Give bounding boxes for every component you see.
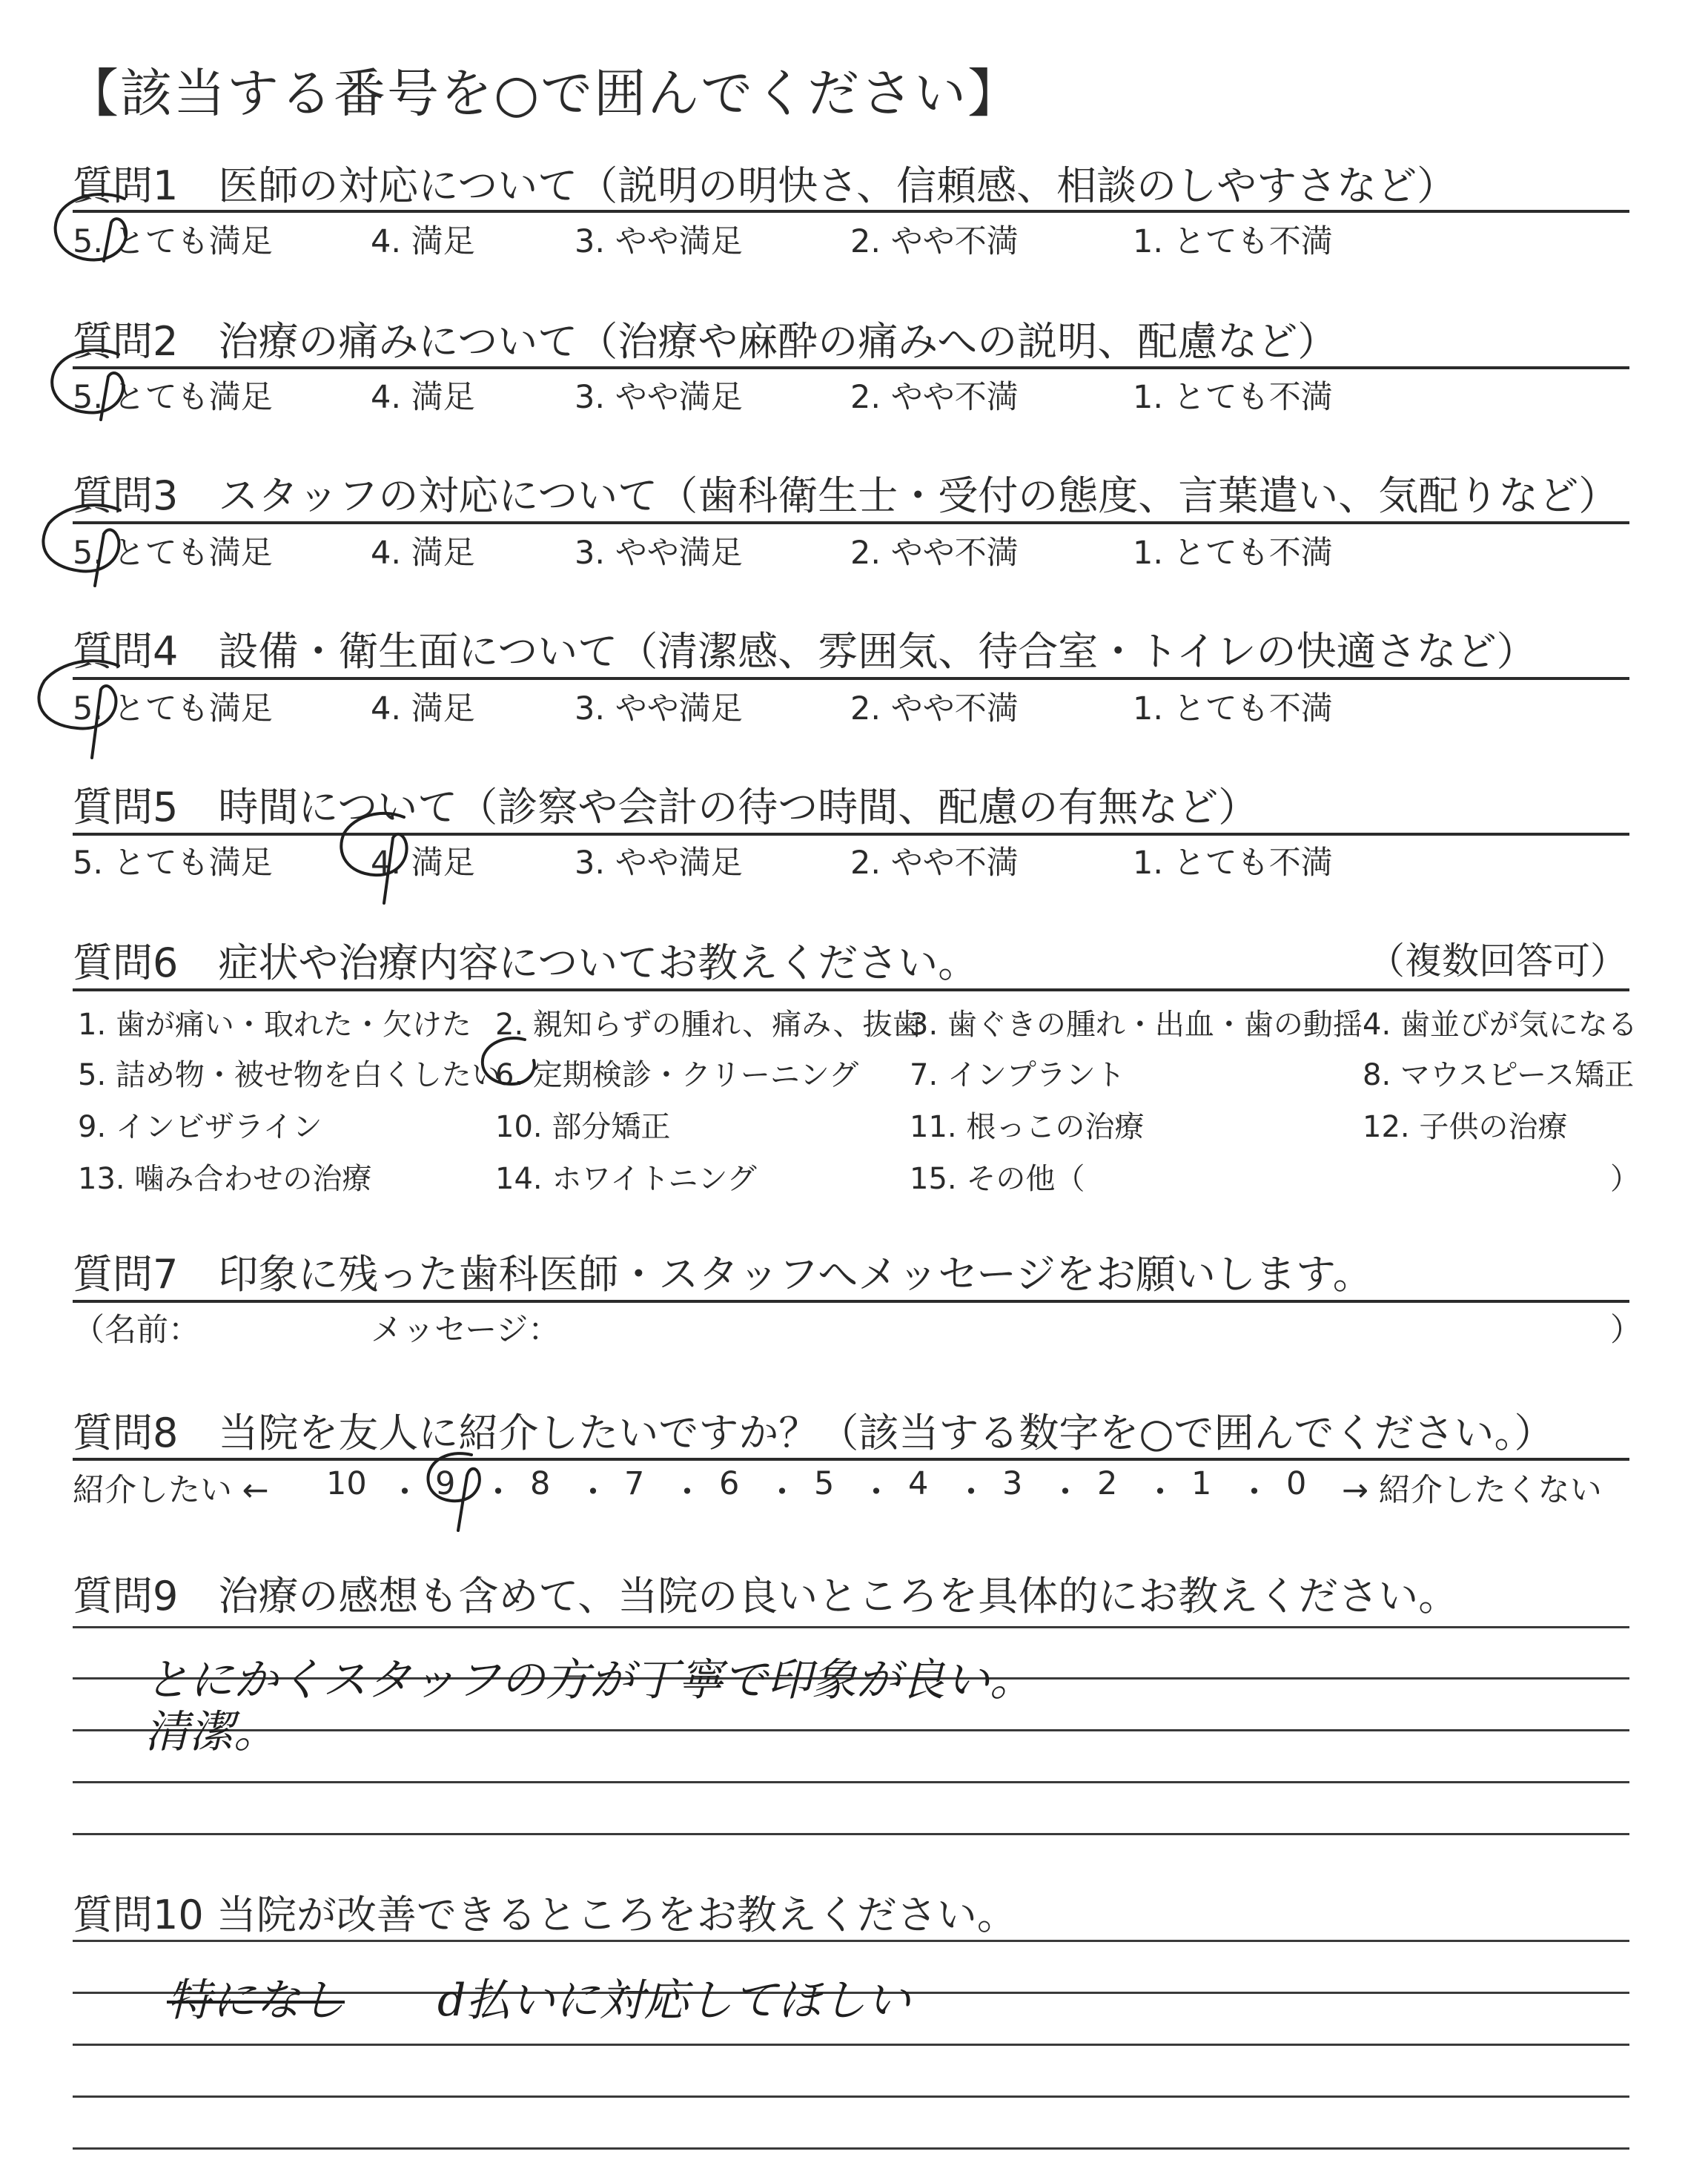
q8-dot: ・ (577, 1473, 609, 1511)
q6-option-10[interactable]: 10. 部分矯正 (495, 1110, 671, 1144)
q2-option-5[interactable]: 5. とても満足 (73, 379, 273, 416)
q3-option-2[interactable]: 2. やや不満 (850, 535, 1019, 572)
question-7-rule (73, 1300, 1629, 1303)
q6-option-5[interactable]: 5. 詰め物・被せ物を白くしたい (78, 1058, 501, 1092)
q3-option-5[interactable]: 5. とても満足 (73, 535, 273, 572)
q8-dot: ・ (388, 1473, 421, 1511)
q2-option-4[interactable]: 4. 満足 (371, 379, 475, 416)
q9-answer-line (73, 1626, 1629, 1628)
q8-right-label: → 紹介したくない (1342, 1472, 1602, 1509)
question-3-title: 質問3 スタッフの対応について（歯科衛生士・受付の態度、言葉遣い、気配りなど） (73, 472, 1619, 519)
q6-other-close-paren: ） (1610, 1162, 1640, 1196)
q6-option-3[interactable]: 3. 歯ぐきの腫れ・出血・歯の動揺 (910, 1008, 1363, 1042)
q1-option-5[interactable]: 5. とても満足 (73, 223, 273, 260)
q1-option-4[interactable]: 4. 満足 (371, 223, 475, 260)
q8-score-1[interactable]: 1 (1191, 1465, 1212, 1502)
question-4-title: 質問4 設備・衛生面について（清潔感、雰囲気、待合室・トイレの快適さなど） (73, 628, 1537, 675)
q6-option-13[interactable]: 13. 噛み合わせの治療 (78, 1162, 372, 1196)
question-6-title: 質問6 症状や治療内容についてお教えください。 (73, 939, 979, 986)
q7-close-paren: ） (1610, 1312, 1642, 1349)
question-2-rule (73, 366, 1629, 369)
q5-option-4[interactable]: 4. 満足 (371, 845, 475, 882)
form-header: 【該当する番号を○で囲んでください】 (67, 63, 1022, 124)
q8-score-10[interactable]: 10 (326, 1465, 367, 1502)
q9-answer-line (73, 1833, 1629, 1835)
q10-handwritten-answer: d払いに対応してほしい (437, 1975, 911, 2027)
q10-answer-line (73, 1940, 1629, 1942)
q7-name-label: （名前： (73, 1312, 200, 1349)
question-5-rule (73, 833, 1629, 836)
q6-option-7[interactable]: 7. インプラント (910, 1058, 1125, 1092)
q10-answer-line (73, 2095, 1629, 2098)
question-1-title: 質問1 医師の対応について（説明の明快さ、信頼感、相談のしやすさなど） (73, 162, 1457, 209)
q6-option-4[interactable]: 4. 歯並びが気になる (1363, 1008, 1638, 1042)
q6-option-6[interactable]: 6. 定期検診・クリーニング (495, 1058, 859, 1092)
q6-option-14[interactable]: 14. ホワイトニング (495, 1162, 757, 1196)
q4-option-1[interactable]: 1. とても不満 (1133, 690, 1333, 727)
question-6-rule (73, 988, 1629, 991)
q4-option-5[interactable]: 5. とても満足 (73, 690, 273, 727)
q5-option-5[interactable]: 5. とても満足 (73, 845, 273, 882)
q5-option-3[interactable]: 3. やや満足 (575, 845, 743, 882)
question-5-title: 質問5 時間について（診察や会計の待つ時間、配慮の有無など） (73, 784, 1259, 830)
q8-dot: ・ (860, 1473, 893, 1511)
q3-option-4[interactable]: 4. 満足 (371, 535, 475, 572)
q5-option-2[interactable]: 2. やや不満 (850, 845, 1019, 882)
q1-option-2[interactable]: 2. やや不満 (850, 223, 1019, 260)
q8-dot: ・ (955, 1473, 987, 1511)
q8-score-2[interactable]: 2 (1097, 1465, 1118, 1502)
question-4-rule (73, 677, 1629, 680)
q8-left-label: 紹介したい ← (73, 1472, 269, 1509)
q8-dot: ・ (1144, 1473, 1176, 1511)
q6-option-12[interactable]: 12. 子供の治療 (1363, 1110, 1568, 1144)
q5-option-1[interactable]: 1. とても不満 (1133, 845, 1333, 882)
q8-dot: ・ (482, 1473, 514, 1511)
q6-option-11[interactable]: 11. 根っこの治療 (910, 1110, 1145, 1144)
question-3-rule (73, 521, 1629, 524)
question-1-rule (73, 210, 1629, 213)
q6-option-15[interactable]: 15. その他（ (910, 1162, 1085, 1196)
q3-option-3[interactable]: 3. やや満足 (575, 535, 743, 572)
question-2-title: 質問2 治療の痛みについて（治療や麻酔の痛みへの説明、配慮など） (73, 318, 1338, 365)
q8-score-6[interactable]: 6 (719, 1465, 740, 1502)
q8-score-9[interactable]: 9 (435, 1465, 456, 1502)
q2-option-1[interactable]: 1. とても不満 (1133, 379, 1333, 416)
q4-option-3[interactable]: 3. やや満足 (575, 690, 743, 727)
q9-handwritten-answer-line-2: 清潔。 (145, 1706, 278, 1758)
q6-option-2[interactable]: 2. 親知らずの腫れ、痛み、抜歯 (495, 1008, 922, 1042)
q8-dot: ・ (671, 1473, 704, 1511)
q10-answer-line (73, 2147, 1629, 2150)
q6-option-9[interactable]: 9. インビザライン (78, 1110, 322, 1144)
q8-dot: ・ (1238, 1473, 1271, 1511)
q10-answer-line (73, 2044, 1629, 2046)
q6-option-8[interactable]: 8. マウスピース矯正 (1363, 1058, 1635, 1092)
q8-score-8[interactable]: 8 (530, 1465, 551, 1502)
q4-option-4[interactable]: 4. 満足 (371, 690, 475, 727)
q2-option-3[interactable]: 3. やや満足 (575, 379, 743, 416)
q6-option-1[interactable]: 1. 歯が痛い・取れた・欠けた (78, 1008, 471, 1042)
q1-option-3[interactable]: 3. やや満足 (575, 223, 743, 260)
q9-answer-line (73, 1729, 1629, 1731)
question-10-title: 質問10 当院が改善できるところをお教えください。 (73, 1892, 1017, 1938)
q2-option-2[interactable]: 2. やや不満 (850, 379, 1019, 416)
q8-score-5[interactable]: 5 (814, 1465, 835, 1502)
q9-handwritten-answer-line-1: とにかくスタッフの方が丁寧で印象が良い。 (145, 1654, 1034, 1706)
q4-option-2[interactable]: 2. やや不満 (850, 690, 1019, 727)
question-9-title: 質問9 治療の感想も含めて、当院の良いところを具体的にお教えください。 (73, 1573, 1459, 1619)
q8-score-7[interactable]: 7 (624, 1465, 645, 1502)
q8-score-0[interactable]: 0 (1286, 1465, 1307, 1502)
question-8-rule (73, 1458, 1629, 1461)
q9-answer-line (73, 1781, 1629, 1783)
q7-message-label: メッセージ： (371, 1312, 560, 1349)
question-6-note: （複数回答可） (1368, 939, 1627, 982)
question-7-title: 質問7 印象に残った歯科医師・スタッフへメッセージをお願いします。 (73, 1251, 1373, 1298)
q8-score-3[interactable]: 3 (1002, 1465, 1023, 1502)
q1-option-1[interactable]: 1. とても不満 (1133, 223, 1333, 260)
q8-dot: ・ (766, 1473, 798, 1511)
q8-score-4[interactable]: 4 (908, 1465, 929, 1502)
q10-struck-text: 特になし (167, 1975, 345, 2027)
question-8-title: 質問8 当院を友人に紹介したいですか？（該当する数字を○で囲んでください。） (73, 1410, 1555, 1456)
q8-dot: ・ (1049, 1473, 1082, 1511)
q3-option-1[interactable]: 1. とても不満 (1133, 535, 1333, 572)
